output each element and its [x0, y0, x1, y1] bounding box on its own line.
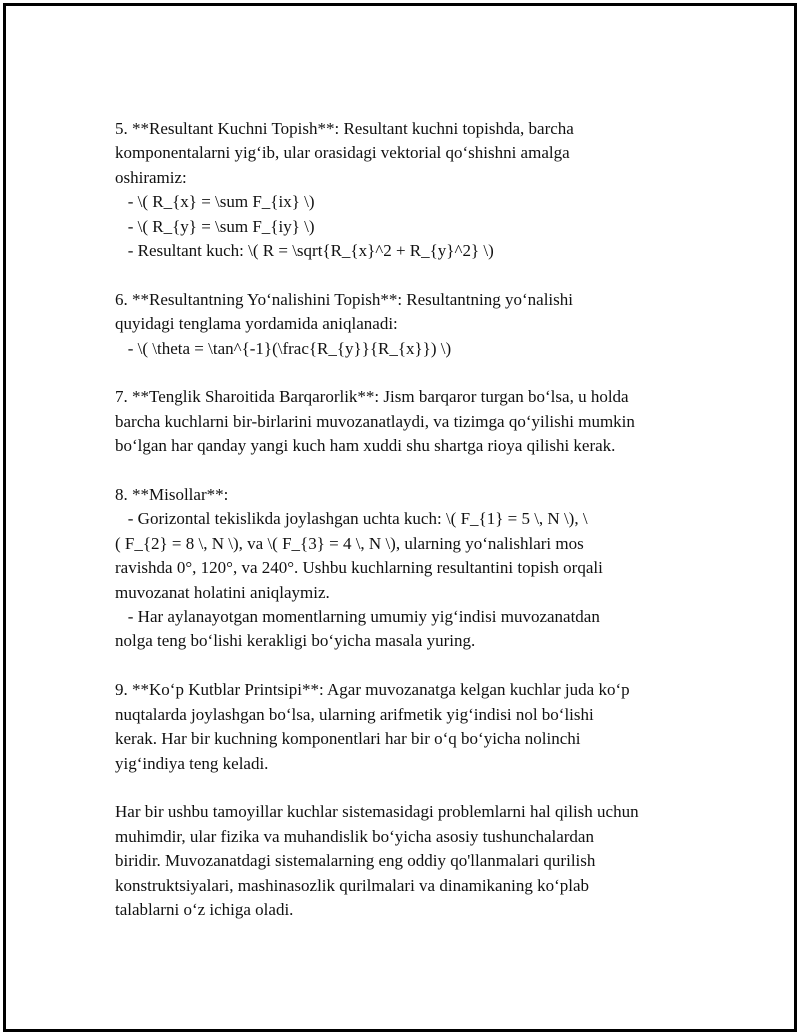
paragraph-resultant-direction — [115, 288, 705, 361]
text-line: - Har aylanayotgan momentlarning umumiy yig‘indisi muvozanatdan — [115, 607, 600, 627]
text-line: 8. **Misollar**: — [115, 485, 229, 505]
paragraph-stability — [115, 385, 705, 458]
text-line: quyidagi tenglama yordamida aniqlanadi: — [115, 314, 398, 334]
text-line: nolga teng bo‘lishi kerakligi bo‘yicha masala yuring. — [115, 631, 476, 651]
text-line: Har bir ushbu tamoyillar kuchlar sistemasidagi problemlarni hal qilish uchun — [115, 802, 639, 822]
text-line: muvozanat holatini aniqlaymiz. — [115, 582, 330, 602]
document-body — [115, 117, 705, 947]
text-line: bo‘lgan har qanday yangi kuch ham xuddi shu shartga rioya qilishi kerak. — [115, 436, 616, 456]
paragraph-multi-pole — [115, 678, 705, 776]
text-line: - Gorizontal tekislikda joylashgan uchta kuch: \( F_{1} = 5 \, N \), \ — [115, 509, 588, 529]
text-line: konstruktsiyalari, mashinasozlik qurilmalari va dinamikaning ko‘plab — [115, 875, 590, 895]
text-line: oshiramiz: — [115, 167, 187, 187]
formula-line: - \( R_{x} = \sum F_{ix} \) — [115, 192, 315, 212]
text-line: 9. **Ko‘p Kutblar Printsipi**: Agar muvozanatga kelgan kuchlar juda ko‘p — [115, 680, 630, 700]
text-line: muhimdir, ular fizika va muhandislik bo‘yicha asosiy tushunchalardan — [115, 826, 594, 846]
text-line: 7. **Tenglik Sharoitida Barqarorlik**: Jism barqaror turgan bo‘lsa, u holda — [115, 387, 629, 407]
text-line: kerak. Har bir kuchning komponentlari har bir o‘q bo‘yicha nolinchi — [115, 729, 581, 749]
text-line: talablarni o‘z ichiga oladi. — [115, 899, 294, 919]
formula-line: - \( R_{y} = \sum F_{iy} \) — [115, 216, 315, 236]
paragraph-resultant-force — [115, 117, 705, 263]
text-line: ( F_{2} = 8 \, N \), va \( F_{3} = 4 \, N \), ularning yo‘nalishlari mos — [115, 533, 584, 553]
text-line: 6. **Resultantning Yo‘nalishini Topish**: Resultantning yo‘nalishi — [115, 289, 573, 309]
formula-line: - Resultant kuch: \( R = \sqrt{R_{x}^2 + R_{y}^2} \) — [115, 241, 494, 261]
paragraph-conclusion — [115, 800, 705, 922]
text-line: yig‘indiya teng keladi. — [115, 753, 269, 773]
text-line: nuqtalarda joylashgan bo‘lsa, ularning arifmetik yig‘indisi nol bo‘lishi — [115, 704, 594, 724]
text-line: komponentalarni yig‘ib, ular orasidagi vektorial qo‘shishni amalga — [115, 143, 570, 163]
paragraph-examples — [115, 483, 705, 654]
text-line: barcha kuchlarni bir-birlarini muvozanatlaydi, va tizimga qo‘yilishi mumkin — [115, 411, 635, 431]
text-line: biridir. Muvozanatdagi sistemalarning eng oddiy qo'llanmalari qurilish — [115, 851, 596, 871]
text-line: ravishda 0°, 120°, va 240°. Ushbu kuchlarning resultantini topish orqali — [115, 558, 603, 578]
text-line: 5. **Resultant Kuchni Topish**: Resultant kuchni topishda, barcha — [115, 119, 574, 138]
formula-line: - \( \theta = \tan^{-1}(\frac{R_{y}}{R_{x}}) \) — [115, 338, 452, 358]
